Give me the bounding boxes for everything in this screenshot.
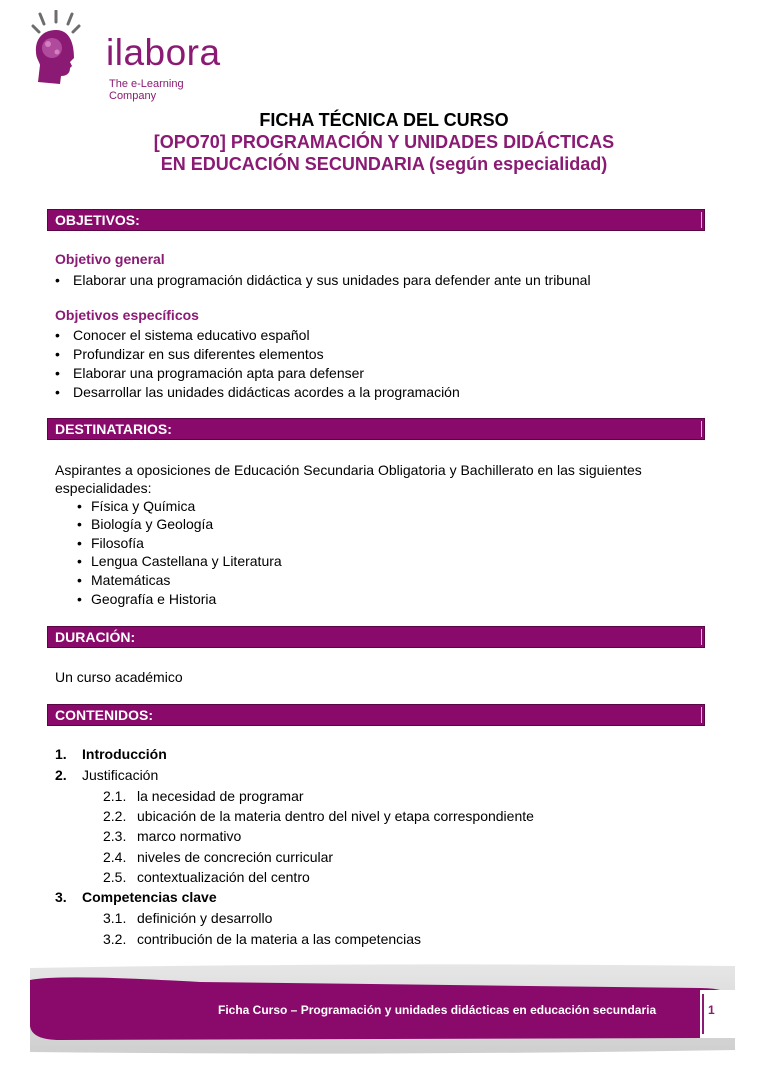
section-objetivos-header: OBJETIVOS: bbox=[47, 209, 705, 231]
logo-tagline: The e-Learning Company bbox=[109, 78, 184, 102]
duracion-text: Un curso académico bbox=[55, 669, 183, 685]
logo-head-icon bbox=[28, 10, 88, 90]
bullet-icon: • bbox=[55, 327, 60, 343]
title-line-1: FICHA TÉCNICA DEL CURSO bbox=[259, 110, 509, 130]
section-duracion-header: DURACIÓN: bbox=[47, 626, 705, 648]
objetivos-especificos-heading: Objetivos específicos bbox=[55, 307, 199, 323]
footer-title: Ficha Curso – Programación y unidades didácticas en educación secundaria bbox=[218, 1003, 657, 1017]
section-contenidos-header: CONTENIDOS: bbox=[47, 704, 705, 726]
bullet-icon: • bbox=[77, 553, 82, 569]
bullet-icon: • bbox=[55, 272, 60, 288]
bullet-icon: • bbox=[77, 535, 82, 551]
bullet-icon: • bbox=[77, 498, 82, 514]
bullet-icon: • bbox=[77, 516, 82, 532]
objetivo-general-heading: Objetivo general bbox=[55, 251, 165, 267]
title-line-2: [OPO70] PROGRAMACIÓN Y UNIDADES DIDÁCTICAS bbox=[153, 132, 615, 152]
bullet-icon: • bbox=[55, 365, 60, 381]
logo bbox=[28, 10, 221, 102]
destinatarios-intro-line-2: especialidades: bbox=[55, 480, 152, 496]
page-number: 1 bbox=[708, 1003, 715, 1017]
bullet-icon: • bbox=[77, 591, 82, 607]
destinatarios-intro-line-1: Aspirantes a oposiciones de Educación Secundaria Obligatoria y Bachillerato en las siguientes bbox=[55, 462, 642, 478]
title-line-3: EN EDUCACIÓN SECUNDARIA (según especialidad) bbox=[160, 154, 608, 174]
bullet-icon: • bbox=[55, 384, 60, 400]
logo-wordmark: ilabora bbox=[106, 32, 221, 73]
document-title bbox=[0, 109, 768, 175]
bullet-icon: • bbox=[77, 572, 82, 588]
section-destinatarios-header: DESTINATARIOS: bbox=[47, 418, 705, 440]
bullet-icon: • bbox=[55, 346, 60, 362]
